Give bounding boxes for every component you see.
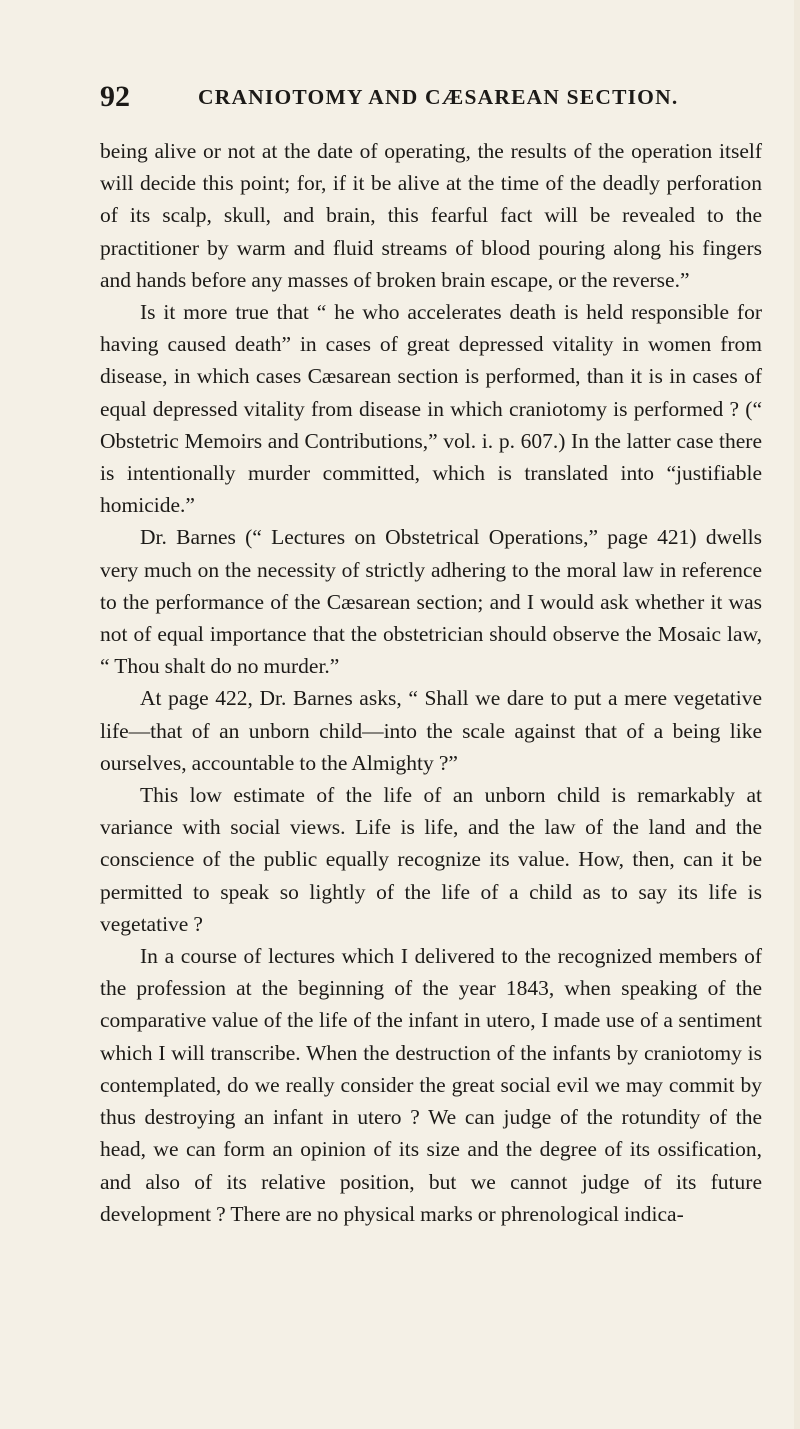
paragraph: being alive or not at the date of operating, the results of the operation itself will decide this point; for, if it be alive at the time of the deadly perforation of its scalp, skull, and brain, this fearful fact will be revealed to the practitioner by warm and fluid streams of blood pouring along his fingers and hands before any masses of broken brain escape, or the reverse.” xyxy=(100,139,762,292)
page-header xyxy=(100,80,760,114)
paragraph: Is it more true that “ he who accelerates death is held responsible for having caused death” in cases of great depressed vitality in women from disease, in which cases Cæsarean section is performed, than it is in cases of equal depressed vitality from disease in which craniotomy is performed ? (“ Obstetric Memoirs and Contributions,” vol. i. p. 607.) In the latter case there is intentionally murder committed, which is translated into “justifiable homicide.” xyxy=(100,300,762,518)
page-edge xyxy=(794,0,800,1429)
paragraph: Dr. Barnes (“ Lectures on Obstetrical Operations,” page 421) dwells very much on the necessity of strictly adhering to the moral law in reference to the performance of the Cæsarean section; and I would ask whether it was not of equal importance that the obstetrician should observe the Mosaic law, “ Thou shalt do no murder.” xyxy=(100,525,762,679)
paragraph: In a course of lectures which I delivered to the recognized members of the profession at the beginning of the year 1843, when speaking of the comparative value of the life of the infant in utero, I made use of a sentiment which I will transcribe. When the destruction of the infants by craniotomy is contemplated, do we really consider the great social evil we may commit by thus destroying an infant in utero ? We can judge of the rotundity of the head, we can form an opinion of its size and the degree of its ossification, and also of its relative position, but we cannot judge of its future development ? There are no physical marks or phrenological indica- xyxy=(100,944,762,1226)
page-number: 92 xyxy=(100,80,130,113)
paragraph: This low estimate of the life of an unborn child is remarkably at variance with social views. Life is life, and the law of the land and the conscience of the public equally recognize its value. How, then, can it be permitted to speak so lightly of the life of a child as to say its life is vegetative ? xyxy=(100,783,762,936)
body-text xyxy=(100,135,762,1230)
paragraph: At page 422, Dr. Barnes asks, “ Shall we dare to put a mere vegetative life—that of an unborn child—into the scale against that of a being like ourselves, accountable to the Almighty ?” xyxy=(100,686,762,775)
running-head: CRANIOTOMY AND CÆSAREAN SECTION. xyxy=(198,85,679,109)
